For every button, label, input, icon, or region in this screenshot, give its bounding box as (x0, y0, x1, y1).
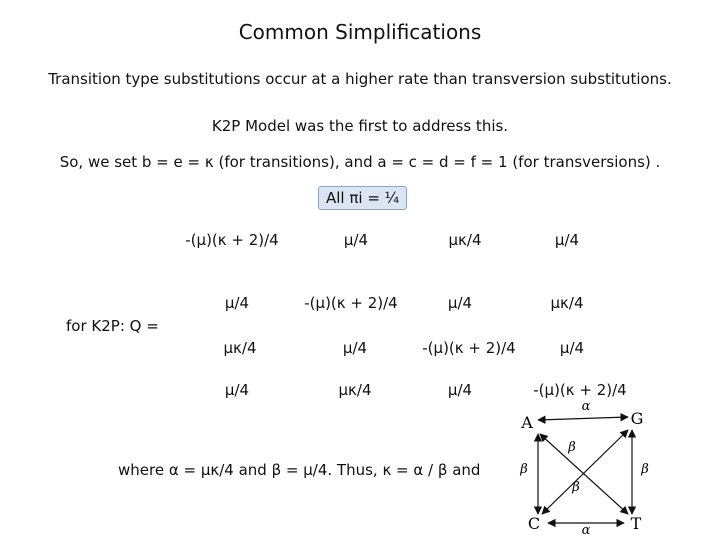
node-a-label: A (521, 413, 533, 432)
node-t-label: T (630, 514, 642, 533)
q-label: for K2P: Q = (66, 317, 159, 335)
matrix-cell: μ/4 (447, 294, 473, 312)
alpha-label-bottom: α (581, 523, 591, 536)
matrix-cell: μ/4 (343, 231, 369, 249)
matrix-cell: μκ/4 (338, 381, 372, 399)
edge-a-t (540, 434, 628, 514)
beta-label-right: β (641, 462, 649, 477)
matrix-cell: μ/4 (554, 231, 580, 249)
edge-g-c (542, 430, 628, 514)
pi-box: All πi = ¼ (318, 186, 407, 210)
matrix-cell: μ/4 (342, 339, 368, 357)
matrix-cell: μ/4 (224, 294, 250, 312)
k2p-diagram (504, 398, 684, 536)
matrix-cell: -(μ)(κ + 2)/4 (422, 339, 516, 357)
node-c-label: C (527, 514, 541, 533)
beta-label-diag-bottom: β (572, 480, 580, 495)
edge-a-g (538, 417, 628, 420)
alpha-label-top: α (581, 399, 591, 414)
slide-title: Common Simplifications (238, 20, 482, 44)
parameter-line: So, we set b = e = κ (for transitions), and a = c = d = f = 1 (for transversions) . (59, 153, 661, 171)
node-g-label: G (630, 409, 644, 428)
matrix-cell: μ/4 (559, 339, 585, 357)
matrix-cell: μ/4 (224, 381, 250, 399)
matrix-cell: -(μ)(κ + 2)/4 (304, 294, 398, 312)
matrix-cell: μκ/4 (550, 294, 584, 312)
beta-label-left: β (520, 462, 528, 477)
beta-label-diag-top: β (568, 440, 576, 455)
matrix-cell: μκ/4 (223, 339, 257, 357)
matrix-cell: -(μ)(κ + 2)/4 (185, 231, 279, 249)
k2p-line: K2P Model was the first to address this. (211, 117, 509, 135)
matrix-cell: μκ/4 (448, 231, 482, 249)
matrix-cell: μ/4 (447, 381, 473, 399)
intro-line: Transition type substitutions occur at a higher rate than transversion substitutions. (48, 70, 672, 88)
matrix-cell: -(μ)(κ + 2)/4 (533, 381, 627, 399)
footnote: where α = μκ/4 and β = μ/4. Thus, κ = α / β and (118, 461, 481, 479)
